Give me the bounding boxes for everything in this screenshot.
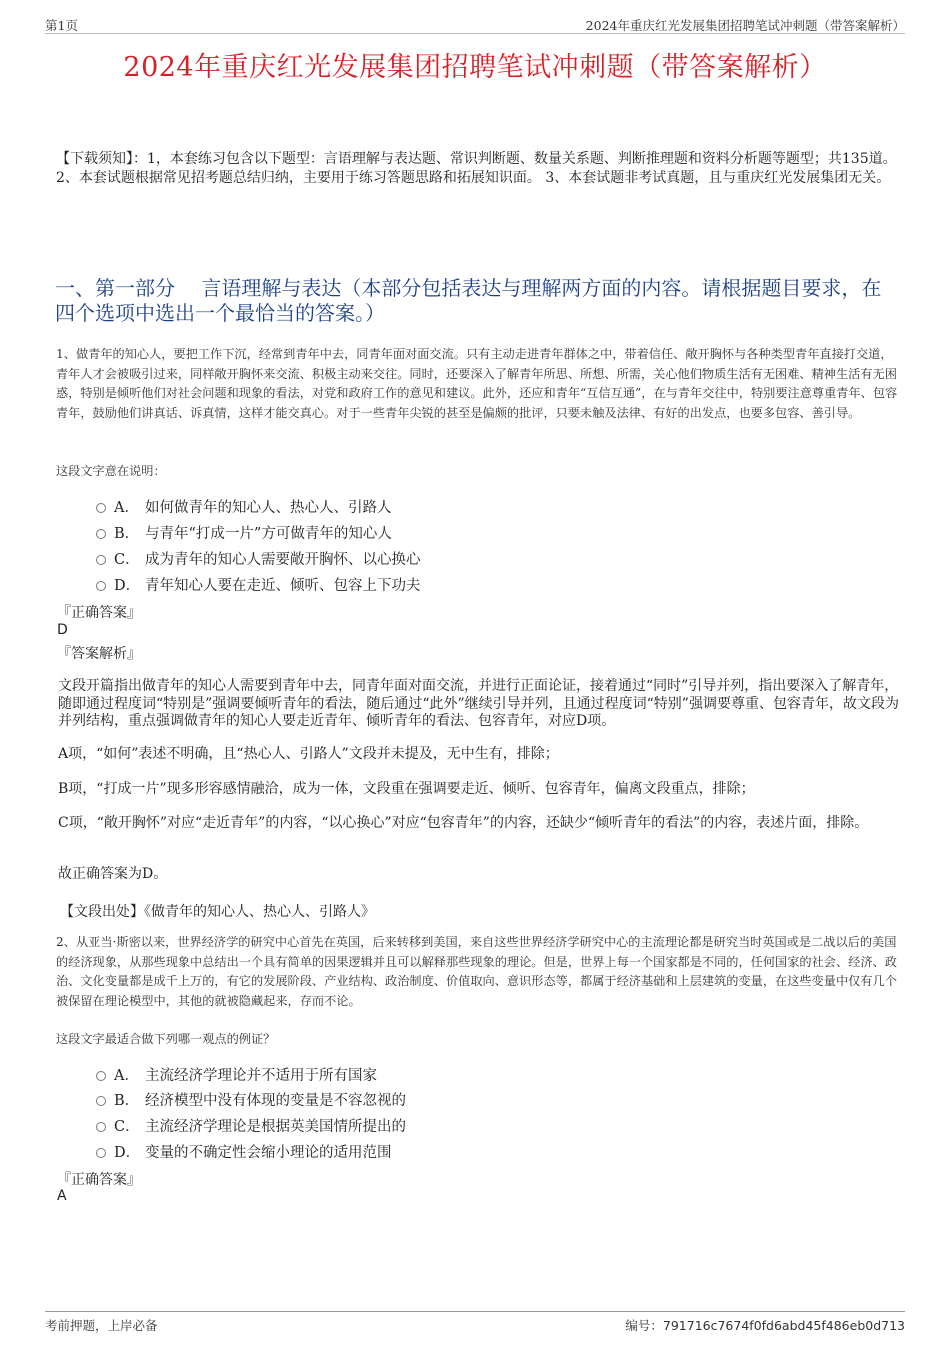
footer-code-value: 791716c7674f0fd6abd45f486eb0d713 xyxy=(662,1318,905,1333)
option-letter: C． xyxy=(114,1119,140,1135)
question-1-analysis-paragraph: A项，“如何”表述不明确，且“热心人、引路人”文段并未提及，无中生有，排除； xyxy=(58,746,559,762)
question-1-stem: 这段文字意在说明： xyxy=(56,464,166,478)
option-text: 青年知心人要在走近、倾听、包容上下功夫 xyxy=(145,578,421,594)
document-title: 2024年重庆红光发展集团招聘笔试冲刺题（带答案解析） xyxy=(123,52,827,83)
question-1-analysis-label: 『答案解析』 xyxy=(57,646,141,662)
question-1-analysis-paragraph: B项，“打成一片”现多形容感情融洽，成为一体，文段重在强调要走近、倾听、包容青年，偏离文段重点，排除； xyxy=(58,781,755,797)
footer-slogan: 考前押题，上岸必备 xyxy=(45,1318,158,1333)
option-text: 与青年“打成一片”方可做青年的知心人 xyxy=(145,526,392,542)
question-1-analysis-paragraph: 故正确答案为D。 xyxy=(58,866,168,882)
option-letter: A． xyxy=(114,1068,139,1084)
option-text: 主流经济学理论是根据英美国情所提出的 xyxy=(145,1119,406,1135)
radio-icon[interactable] xyxy=(96,1122,106,1132)
header-doc-title: 2024年重庆红光发展集团招聘笔试冲刺题（带答案解析） xyxy=(585,18,905,33)
radio-icon[interactable] xyxy=(96,1096,106,1106)
option-text: 主流经济学理论并不适用于所有国家 xyxy=(145,1068,377,1084)
radio-icon[interactable] xyxy=(96,1071,106,1081)
option-letter: B． xyxy=(114,526,140,542)
page-number: 第1页 xyxy=(45,18,78,33)
radio-icon[interactable] xyxy=(96,581,106,591)
question-1-text: 1、做青年的知心人，要把工作下沉，经常到青年中去，同青年面对面交流。只有主动走进青年群体之中，带着信任、敞开胸怀与各种类型青年直接打交道，青年人才会被吸引过来，同样敞开胸怀来交流、积极主动来交往。同时，还要深入了解青年所思、所想、所需，关心他们物质生活有无困难、精神生活有无困惑，特别是倾听他们对社会问题和现象的看法，对党和政府工作的意见和建议。此外，还应和青年“互信互通”，在与青年交往中，特别要注意尊重青年、包容青年，鼓励他们讲真话、诉真情，这样才能交真心。对于一些青年尖锐的甚至是偏颇的批评，只要未触及法律、有好的出发点，也要多包容、善引导。 xyxy=(56,347,898,420)
option-text: 如何做青年的知心人、热心人、引路人 xyxy=(145,500,392,516)
question-1-analysis-paragraph: 文段开篇指出做青年的知心人需要到青年中去，同青年面对面交流，并进行正面论证，接着通过“同时”引导并列，指出要深入了解青年，随即通过程度词“特别是”强调要倾听青年的看法，随后通过“此外”继续引导并列，且通过程度词“特别”强调要尊重、包容青年，故文段为并列结构，重点强调做青年的知心人要走近青年、倾听青年的看法、包容青年，对应D项。 xyxy=(58,678,899,729)
radio-icon[interactable] xyxy=(96,555,106,565)
question-1-source: 【文段出处】《做青年的知心人、热心人、引路人》 xyxy=(60,904,375,920)
page-header xyxy=(45,14,905,34)
question-1-answer-label: 『正确答案』 xyxy=(57,605,141,621)
download-notice: 【下载须知】：1，本套练习包含以下题型：言语理解与表达题、常识判断题、数量关系题、判断推理题和资料分析题等题型；共135道。 2、本套试题根据常见招考题总结归纳，主要用于练习答题思路和拓展知识面。 3、本套试题非考试真题，且与重庆红光发展集团无关。 xyxy=(56,151,897,186)
question-2-answer-label: 『正确答案』 xyxy=(57,1172,141,1188)
radio-icon[interactable] xyxy=(96,503,106,513)
option-letter: D． xyxy=(114,1145,141,1161)
option-letter: A． xyxy=(114,500,139,516)
option-text: 成为青年的知心人需要敞开胸怀、以心换心 xyxy=(145,552,421,568)
question-2-answer: A xyxy=(57,1188,67,1204)
footer-code-label: 编号： xyxy=(625,1318,663,1333)
question-2-text: 2、从亚当·斯密以来，世界经济学的研究中心首先在英国，后来转移到美国，来自这些世界经济学研究中心的主流理论都是研究当时英国或是二战以后的美国的经济现象，从那些现象中总结出一个具有简单的因果逻辑并且可以解释那些现象的理论。但是，世界上每一个国家都是不同的，任何国家的社会、经济、政治、文化变量都是成千上万的，有它的发展阶段、产业结构、政治制度、价值取向、意识形态等，都属于经济基础和上层建筑的变量，在这些变量中仅有几个被保留在理论模型中，其他的就被隐藏起来，存而不论。 xyxy=(56,935,897,1008)
option-text: 经济模型中没有体现的变量是不容忽视的 xyxy=(145,1093,406,1109)
radio-icon[interactable] xyxy=(96,1148,106,1158)
option-letter: B． xyxy=(114,1093,140,1109)
section-heading: 一、第一部分 言语理解与表达（本部分包括表达与理解两方面的内容。请根据题目要求，在四个选项中选出一个最恰当的答案。） xyxy=(55,276,882,325)
option-letter: D． xyxy=(114,578,141,594)
page-footer xyxy=(45,1311,905,1335)
question-1-answer: D xyxy=(57,622,68,638)
option-letter: C． xyxy=(114,552,140,568)
footer-code xyxy=(625,1316,905,1334)
option-text: 变量的不确定性会缩小理论的适用范围 xyxy=(145,1145,392,1161)
question-1-analysis-paragraph: C项，“敞开胸怀”对应“走近青年”的内容，“以心换心”对应“包容青年”的内容，还缺少“倾听青年的看法”的内容，表述片面，排除。 xyxy=(58,815,869,831)
radio-icon[interactable] xyxy=(96,529,106,539)
question-2-stem: 这段文字最适合做下列哪一观点的例证？ xyxy=(56,1032,276,1046)
